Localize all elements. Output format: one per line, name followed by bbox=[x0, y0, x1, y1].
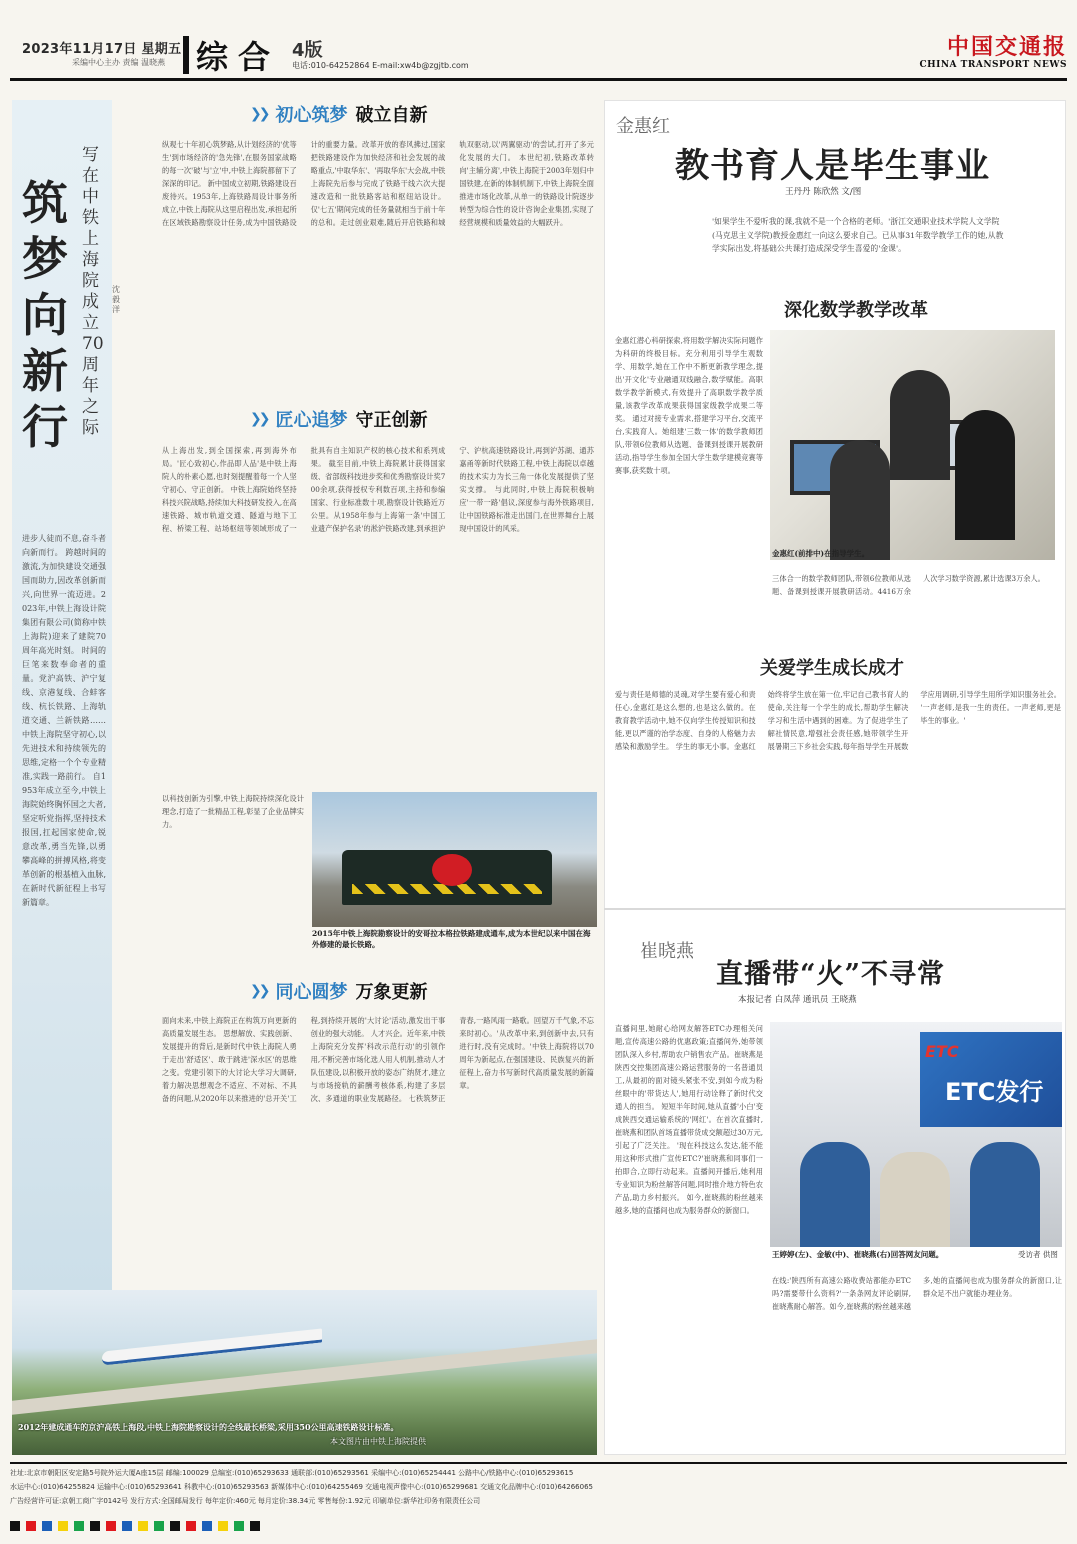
section-1-black: 破立自新 bbox=[355, 105, 428, 126]
article-1-text-b: 三体合一的数学教师团队,带领6位教师从选题、备课到授课开展教研活动。4416万余人次学习数学资源,累计选课3万余人。 bbox=[772, 574, 1045, 596]
newspaper-logo-en: CHINA TRANSPORT NEWS bbox=[919, 60, 1067, 70]
byline-2: 本报记者 白凤萍 通讯员 王晓燕 bbox=[738, 995, 857, 1005]
person-shape bbox=[890, 370, 950, 480]
section-heading-2 bbox=[250, 408, 427, 430]
article-1-text-a: 金惠红潜心科研探索,将用数学解决实际问题作为科研的终极目标。充分利用引导学生观数学、用数学,她在工作中不断更新教学理念,提出'开文化'专业融通双线融合,数学赋能。高职数学教学新模式,有效提升了高职数学教学质量,该教学改革成果获得国家级教学成果二等奖。 通过对接专业需求,搭建学习平台,交流平台,实践育人。她组建'三数一体'的数学教师团队,带领6位教师从选题、备课到授课开展教研活动,指导学生参加全国大学生数学建模竞赛等赛事,获奖数十项。 bbox=[615, 336, 763, 475]
page-number: 4版 bbox=[292, 40, 323, 61]
header-contact: 电话:010-64252864 E-mail:xw4b@zgjtb.com bbox=[292, 61, 469, 70]
viaduct-shape bbox=[12, 1339, 597, 1414]
article-2-text-a: 直播间里,她耐心给网友解答ETC办理相关问题,宣传高速公路的优惠政策;直播间外,她带领团队深入乡村,帮助农户销售农产品。崔晓燕是陕西交控集团高速公路运营服务的一名普通员工,从最初的面对镜头紧张不安,到如今成为粉丝眼中的'带货达人',她用行动诠释了新时代交通人的担当。 短短半年时间,她从直播'小白'变成陕西交通运输系统的'网红'。在首次直播时,崔晓燕和团队首场直播带货成交额超过30万元,引起了广泛关注。 '现在科技这么发达,能不能用这种形式推广宣传ETC?'崔晓燕和同事们一拍即合,立即行动起来。直播间开播后,她利用专业知识为粉丝解答问题,同时推介地方特色农产品,助力乡村振兴。 如今,崔晓燕的粉丝越来越多,她的直播间也成为服务群众的新窗口。 bbox=[615, 1024, 763, 1215]
newspaper-logo: 中国交通报 bbox=[946, 34, 1067, 60]
section-name: 综合 bbox=[196, 38, 281, 76]
chevron-icon: ❯❯ bbox=[250, 106, 268, 122]
red-ribbon-flower bbox=[432, 854, 472, 886]
footer-line-3: 广告经营许可证:京朝工商广字0142号 发行方式:全国邮局发行 每年定价:460元 每月定价:38.34元 零售每份:1.92元 印刷单位:新华社印务有限责任公司 bbox=[10, 1497, 481, 1505]
etc-photo-credit: 受访者 供图 bbox=[1018, 1250, 1058, 1259]
section-2-blue: 匠心追梦 bbox=[275, 410, 348, 431]
feature-intro: 进步人徒而不息,奋斗者向新而行。 跨越时间的激流,为加快建设交通强国而助力,因改革创新而兴,向世界一流迈进。2023年,中铁上海设计院集团有限公司(简称中铁上海院)迎来了建院70周年高光时刻。 时间的巨笔来数奉命者的重量。党沪高铁、沪宁复线、京港复线、合蚌客线、杭长铁路、上海轨道交通、兰新铁路……中铁上海院坚守初心,以先进技术和持续领先的思维,定格一个个专业精准,实践一路前行。 自1953年成立至今,中铁上海院始终胸怀国之大者,坚定听党指挥,坚持技术报国,扛起国家使命,锐意改革,勇当先锋,以勇攀高峰的拼搏风格,将变革创新的根基植入血脉,在新时代新征程上书写新篇章。 bbox=[22, 534, 106, 907]
chevron-icon: ❯❯ bbox=[250, 983, 268, 999]
high-speed-train-shape bbox=[102, 1328, 322, 1365]
bottom-photo-credit: 本文图片由中铁上海院提供 bbox=[330, 1437, 426, 1446]
etc-service-photo bbox=[770, 1022, 1062, 1247]
footer-line-1: 社址:北京市朝阳区安定路5号院外运大厦A座15层 邮编:100029 总编室:(010)65293633 通联部:(010)65293561 采编中心:(010)65254441 公路中心/铁路中心:(010)65293615 bbox=[10, 1469, 574, 1477]
chevron-icon: ❯❯ bbox=[250, 411, 268, 427]
article-title-1: 教书育人是毕生事业 bbox=[675, 146, 990, 186]
section-3-blue: 同心圆梦 bbox=[275, 982, 348, 1003]
subheading-1: 深化数学教学改革 bbox=[784, 300, 928, 321]
header-rule bbox=[10, 78, 1067, 81]
person-shape bbox=[830, 440, 890, 560]
header-bar bbox=[183, 36, 189, 74]
bottom-photo-caption: 2012年建成通车的京沪高铁上海段,中铁上海院勘察设计的全线最长桥梁,采用350公里高速铁路设计标准。 bbox=[18, 1422, 399, 1432]
feature-subtitle: 写在中铁上海院成立70周年之际 bbox=[82, 145, 104, 438]
section-heading-1 bbox=[250, 103, 427, 125]
footer-line-2: 水运中心:(010)64255824 运输中心:(010)65293641 科教中心:(010)65293563 新媒体中心:(010)64255469 交通电视声像中心:(010)65299681 交通文化品牌中心:(010)64266065 bbox=[10, 1483, 593, 1491]
etc-photo-caption: 王婷婷(左)、金敏(中)、崔晓燕(右)回答网友问题。 bbox=[772, 1250, 944, 1259]
feature-author: 沈毅洋 bbox=[112, 285, 120, 314]
etc-sign-text: ETC发行 bbox=[945, 1078, 1044, 1106]
section-2-body-cont: 以科技创新为引擎,中铁上海院持续深化设计理念,打造了一批精品工程,彰显了企业品牌实力。 bbox=[162, 794, 304, 829]
person-shape bbox=[970, 1142, 1040, 1247]
person-shape bbox=[800, 1142, 870, 1247]
person-shape bbox=[955, 410, 1015, 540]
color-registration-bar bbox=[10, 1520, 1067, 1532]
panel-divider bbox=[604, 908, 1066, 910]
classroom-photo-caption: 金惠红(前排中)在指导学生。 bbox=[772, 549, 870, 558]
article-title-2: 直播带“火”不寻常 bbox=[716, 959, 946, 990]
profile-name-2: 崔晓燕 bbox=[640, 941, 694, 962]
article-2-text-b: 在线:'陕西所有高速公路收费站都能办ETC吗?需要带什么资料?'一条条网友评论刷屏,崔晓燕耐心解答。如今,崔晓燕的粉丝越来越多,她的直播间也成为服务群众的新窗口,让群众足不出户就能办理业务。 bbox=[772, 1276, 1062, 1311]
issue-date: 2023年11月17日 星期五 bbox=[22, 42, 182, 57]
train-photo-caption: 2015年中铁上海院勘察设计的安哥拉本格拉铁路建成通车,成为本世纪以来中国在海外修建的最长铁路。 bbox=[312, 929, 591, 949]
section-2-body: 从上海出发,到全国探索,再到海外布局。'匠心致初心,作品即人品'是中铁上海院人的朴素心愿,也时刻提醒着每一个人坚守初心、守正创新。 中铁上海院始终坚持科技兴院战略,持续加大科技研发投入,在高速铁路、城市轨道交通、隧道与地下工程、桥梁工程、站场枢纽等领域形成了一批具有自主知识产权的核心技术和系列成果。 截至目前,中铁上海院累计获得国家级、省部级科技进步奖和优秀勘察设计奖700余项,获得授权专利数百项,主持和参编国家、行业标准数十项,勘察设计铁路近万公里。从1958年参与上海第一条'中国工业遗产保护名录'的淞沪铁路改建,到承担沪宁、沪杭高速铁路设计,再到沪苏湖、通苏嘉甬等新时代铁路工程,中铁上海院以卓越的技术实力为长三角一体化发展提供了坚实支撑。 与此同时,中铁上海院积极响应'一带一路'倡议,深度参与海外铁路项目,让中国铁路标准走出国门,在世界舞台上展现中国设计的风采。 bbox=[162, 446, 594, 533]
section-1-body: 纵观七十年初心筑梦路,从计划经济的'优等生'到市场经济的'急先锋',在服务国家战略的每一次'破'与'立'中,中铁上海院都留下了深深的印记。 新中国成立初期,铁路建设百废待兴。1953年,上海铁路局设计事务所成立,中铁上海院从这里启程出发,承担起所在区域铁路勘察设计任务,成为中国铁路设计的重要力量。改革开放的春风拂过,国家把铁路建设作为加快经济和社会发展的战略重点,'中取华东'、'再取华东'大会战,中铁上海院先后参与完成了铁路干线六次大提速改造和一批铁路客站和枢纽站设计。仅'七五'期间完成的任务量就相当于前十年的总和。走过创业艰难,随后开启铁路和城轨双驱动,以'两翼驱动'的尝试,打开了多元化发展的大门。 本世纪初,铁路改革转向'主辅分离',中铁上海院于2003年划归中国铁建,在新的体制机制下,中铁上海院全面推进市场化改革,从单一的铁路设计院逐步转型为综合性的设计咨询企业集团,实现了经营规模和质量效益的大幅跃升。 bbox=[162, 140, 594, 227]
editor-credit: 采编中心主办 责编 温晓燕 bbox=[72, 58, 166, 67]
profile-name-1: 金惠红 bbox=[616, 116, 670, 137]
etc-logo: ETC bbox=[925, 1042, 959, 1061]
classroom-photo bbox=[770, 330, 1055, 560]
train-photo bbox=[312, 792, 597, 927]
section-1-blue: 初心筑梦 bbox=[275, 105, 348, 126]
pull-quote-1: '如果学生不爱听我的课,我就不是一个合格的老师。'浙江交通职业技术学院人文学院(马克思主义学院)教授金惠红一向这么要求自己。已从事31年数学教学工作的她,从教学实际出发,将基础公共课打造成深受学生喜爱的'金课'。 bbox=[712, 217, 1004, 253]
section-3-body: 面向未来,中铁上海院正在构筑万向更新的高质量发展生态。 思想解放、实践创新、发展提升的背后,是新时代中铁上海院人勇于走出'舒适区'、敢于跳进'深水区'的思维之变。党建引领下的大讨论大学习大调研,着力解决思想观念不适应、不对标、不具备的问题,从2020年以来推进的'总开关'工程,到持续开展的'大讨论'活动,激发出干事创业的强大动能。 人才兴企。近年来,中铁上海院充分发挥'科改示范行动'的引领作用,不断完善市场化选人用人机制,推动人才队伍建设,以积极开放的姿态广纳贤才,建立与市场接轨的薪酬考核体系,构建了多层次、多通道的职业发展路径。 七秩筑梦正青春,一路风雨一路歌。回望万千气象,不忘来时初心。'从改革中来,到创新中去,只有进行时,没有完成时。'中铁上海院将以70周年为新起点,在强国建设、民族复兴的新征程上,奋力书写新时代高质量发展的新篇章。 bbox=[162, 1016, 594, 1103]
feature-title: 筑梦向新行 bbox=[22, 176, 68, 454]
section-heading-3 bbox=[250, 980, 427, 1002]
section-2-black: 守正创新 bbox=[355, 410, 428, 431]
subheading-2: 关爱学生成长成才 bbox=[760, 658, 904, 679]
person-shape bbox=[880, 1152, 950, 1247]
section-3-black: 万象更新 bbox=[355, 982, 428, 1003]
article-1-text-c: 爱与责任是师德的灵魂,对学生要有爱心和责任心,金惠红是这么想的,也是这么做的。在教育教学活动中,她不仅向学生传授知识和技能,更以严谨的治学态度、自身的人格魅力去感染和激励学生。 学生的事无小事。金惠红始终将学生放在第一位,牢记自己教书育人的使命,关注每一个学生的成长,帮助学生解决学习和生活中遇到的困难。为了促进学生了解社情民意,增强社会责任感,她带领学生开展暑期三下乡社会实践,每年指导学生开展数学应用调研,引导学生用所学知识服务社会。 '一声老师,是我一生的责任。一声老师,更是毕生的事业。' bbox=[615, 690, 1061, 751]
byline-1: 王丹丹 陈欣然 文/图 bbox=[785, 187, 862, 197]
footer-rule bbox=[10, 1462, 1067, 1464]
